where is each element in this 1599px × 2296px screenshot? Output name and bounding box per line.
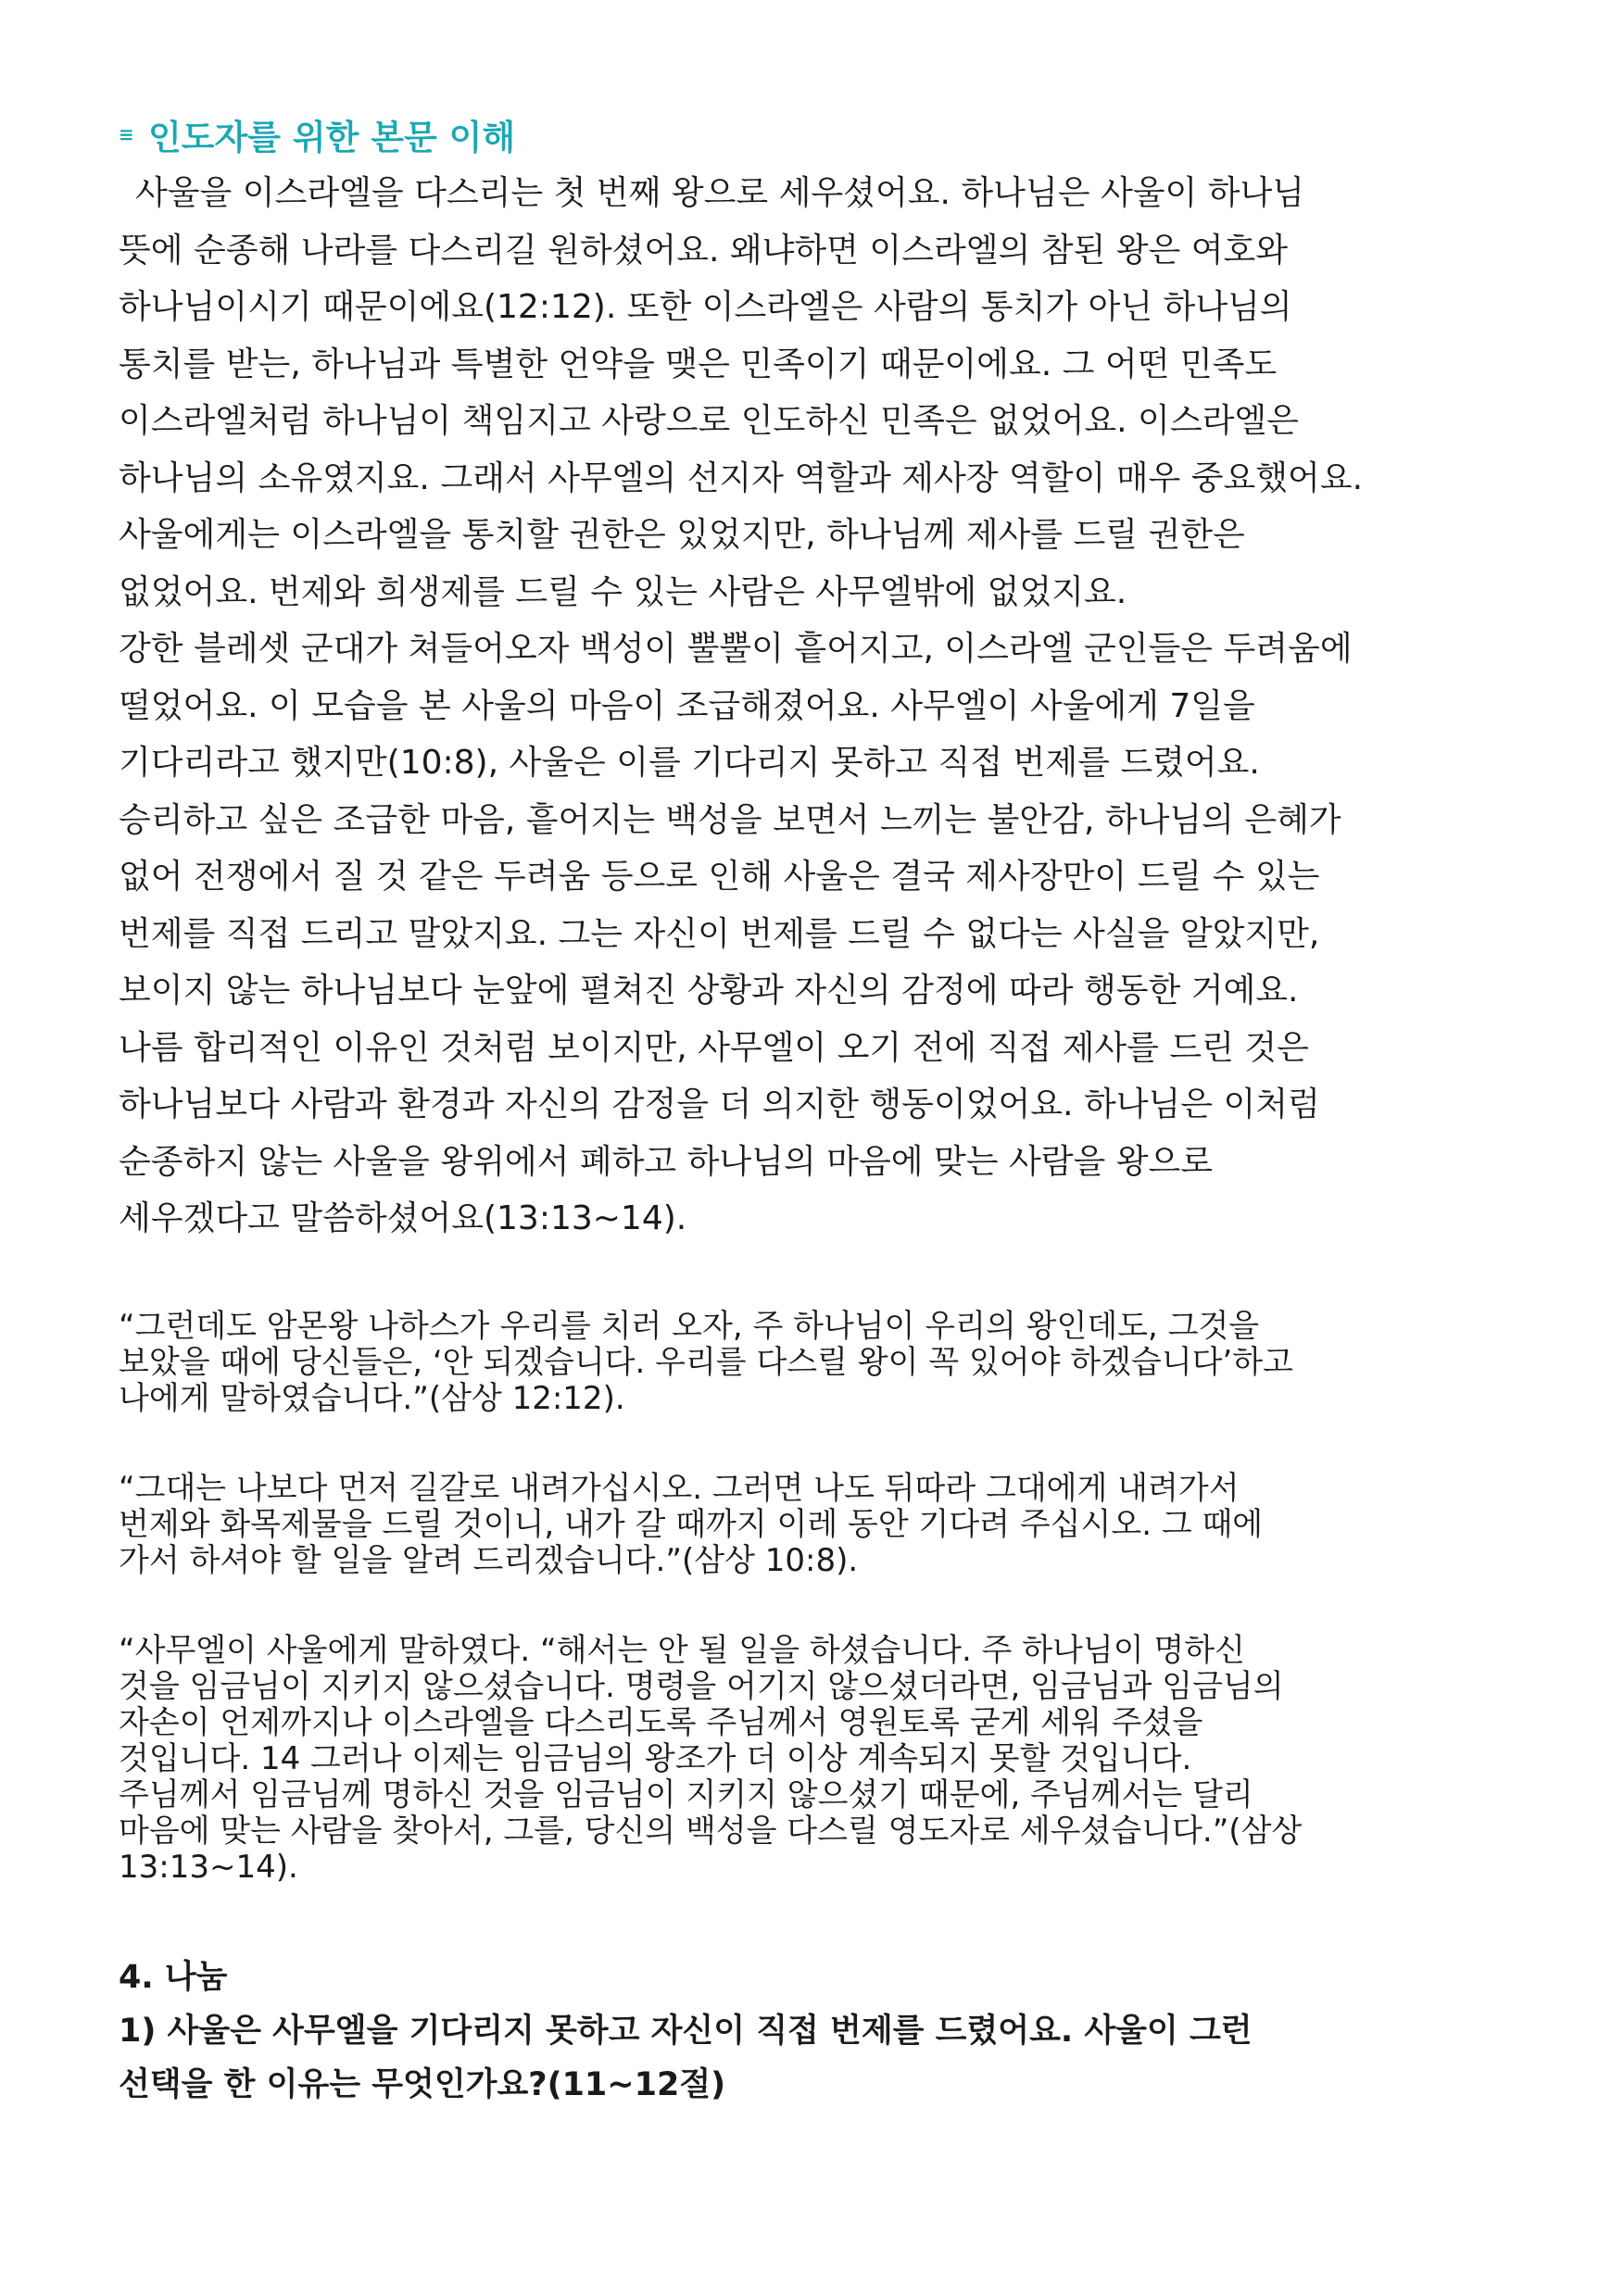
- quote-line: “그런데도 암몬왕 나하스가 우리를 치러 오자, 주 하나님이 우리의 왕인데도, 그것을: [119, 1307, 1260, 1345]
- document-page: [119, 109, 1517, 2112]
- list-icon: ≡: [119, 123, 134, 145]
- body-line: 하나님의 소유였지요. 그래서 사무엘의 선지자 역할과 제사장 역할이 매우 중요했어요.: [119, 458, 1364, 497]
- body-line: 없었어요. 번제와 희생제를 드릴 수 있는 사람은 사무엘밖에 없었지요.: [119, 572, 1127, 611]
- body-line: 이스라엘처럼 하나님이 책임지고 사랑으로 인도하신 민족은 없었어요. 이스라엘은: [119, 402, 1299, 440]
- body-line: 승리하고 싶은 조급한 마음, 흩어지는 백성을 보면서 느끼는 불안감, 하나님의 은혜가: [119, 800, 1341, 839]
- body-line: 강한 블레셋 군대가 쳐들어오자 백성이 뿔뿔이 흩어지고, 이스라엘 군인들은 두려움에: [119, 630, 1353, 668]
- quote-line: 주님께서 임금님께 명하신 것을 임금님이 지키지 않으셨기 때문에, 주님께서는 달리: [119, 1775, 1253, 1813]
- body-line: 뜻에 순종해 나라를 다스리길 원하셨어요. 왜냐하면 이스라엘의 참된 왕은 여호와: [119, 231, 1289, 270]
- question-line: 1) 사울은 사무엘을 기다리지 못하고 자신이 직접 번제를 드렸어요. 사울이 그런: [119, 2012, 1253, 2050]
- body-line: 사울을 이스라엘을 다스리는 첫 번째 왕으로 세우셨어요. 하나님은 사울이 하나님: [135, 174, 1305, 212]
- body-line: 떨었어요. 이 모습을 본 사울의 마음이 조급해졌어요. 사무엘이 사울에게 7일을: [119, 686, 1255, 725]
- body-line: 사울에게는 이스라엘을 통치할 권한은 있었지만, 하나님께 제사를 드릴 권한은: [119, 516, 1245, 554]
- body-line: 보이지 않는 하나님보다 눈앞에 펼쳐진 상황과 자신의 감정에 따라 행동한 거예요.: [119, 972, 1299, 1010]
- scripture-quote-13-13: [119, 1633, 1517, 1886]
- scripture-quote-12-12: [119, 1309, 1517, 1417]
- quote-line: 보았을 때에 당신들은, ‘안 되겠습니다. 우리를 다스릴 왕이 꼭 있어야 하겠습니다’하고: [119, 1343, 1293, 1381]
- discussion-question: [119, 2004, 1517, 2112]
- scripture-quote-10-8: [119, 1471, 1517, 1579]
- quote-line: 나에게 말하였습니다.”(삼상 12:12).: [119, 1379, 625, 1417]
- quote-line: 번제와 화목제물을 드릴 것이니, 내가 갈 때까지 이레 동안 기다려 주십시오. 그 때에: [119, 1505, 1264, 1543]
- body-line: 하나님보다 사람과 환경과 자신의 감정을 더 의지한 행동이었어요. 하나님은 이처럼: [119, 1085, 1320, 1123]
- sharing-section-title: 4. 나눔: [119, 1958, 228, 1996]
- body-line: 통치를 받는, 하나님과 특별한 언약을 맺은 민족이기 때문이에요. 그 어떤 민족도: [119, 345, 1278, 383]
- quote-line: 것입니다. 14 그러나 이제는 임금님의 왕조가 더 이상 계속되지 못할 것입니다.: [119, 1739, 1192, 1777]
- body-line: 나름 합리적인 이유인 것처럼 보이지만, 사무엘이 오기 전에 직접 제사를 드린 것은: [119, 1028, 1309, 1067]
- question-line: 선택을 한 이유는 무엇인가요?(11~12절): [119, 2065, 726, 2103]
- body-line: 순종하지 않는 사울을 왕위에서 폐하고 하나님의 마음에 맞는 사람을 왕으로: [119, 1142, 1214, 1181]
- commentary-body: [119, 165, 1517, 1248]
- body-line: 번제를 직접 드리고 말았지요. 그는 자신이 번제를 드릴 수 없다는 사실을 알았지만,: [119, 914, 1320, 953]
- section-title: 인도자를 위한 본문 이해: [148, 118, 516, 157]
- quote-line: “사무엘이 사울에게 말하였다. “해서는 안 될 일을 하셨습니다. 주 하나님이 명하신: [119, 1631, 1245, 1669]
- section-heading: [119, 109, 1517, 159]
- body-line: 하나님이시기 때문이에요(12:12). 또한 이스라엘은 사람의 통치가 아닌 하나님의: [119, 288, 1292, 326]
- body-line: 없어 전쟁에서 질 것 같은 두려움 등으로 인해 사울은 결국 제사장만이 드릴 수 있는: [119, 858, 1320, 896]
- body-line: 세우겠다고 말씀하셨어요(13:13~14).: [119, 1199, 687, 1237]
- quote-line: “그대는 나보다 먼저 길갈로 내려가십시오. 그러면 나도 뒤따라 그대에게 내려가서: [119, 1469, 1240, 1507]
- quote-line: 13:13~14).: [119, 1848, 298, 1886]
- quote-line: 자손이 언제까지나 이스라엘을 다스리도록 주님께서 영원토록 굳게 세워 주셨을: [119, 1703, 1203, 1741]
- body-line: 기다리라고 했지만(10:8), 사울은 이를 기다리지 못하고 직접 번제를 드렸어요.: [119, 744, 1260, 782]
- quote-line: 것을 임금님이 지키지 않으셨습니다. 명령을 어기지 않으셨더라면, 임금님과 임금님의: [119, 1667, 1284, 1705]
- quote-line: 마음에 맞는 사람을 찾아서, 그를, 당신의 백성을 다스릴 영도자로 세우셨습니다.”(삼상: [119, 1812, 1303, 1850]
- quote-line: 가서 하셔야 할 일을 알려 드리겠습니다.”(삼상 10:8).: [119, 1541, 859, 1579]
